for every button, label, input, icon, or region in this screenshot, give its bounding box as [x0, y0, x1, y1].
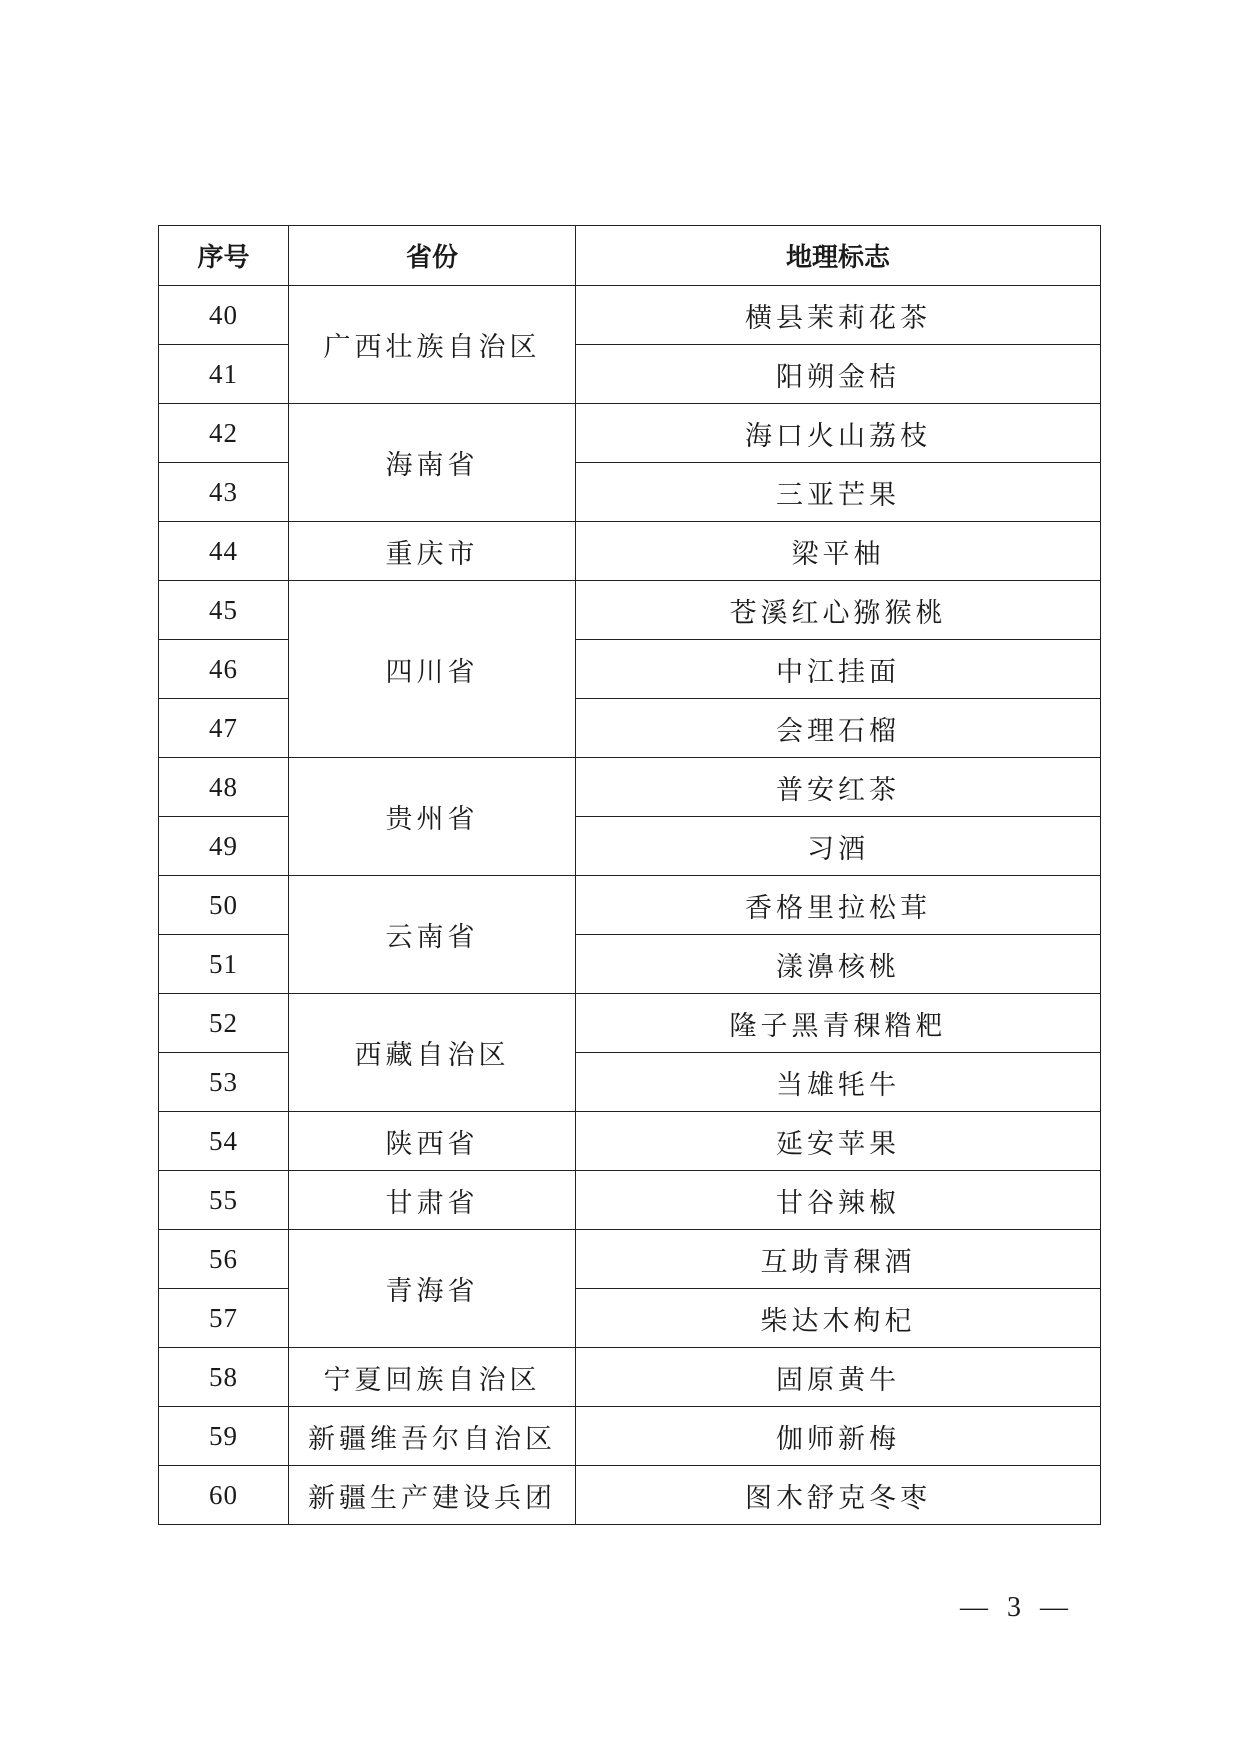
geographic-indication-cell: 香格里拉松茸 [576, 876, 1101, 935]
geographic-indication-cell: 延安苹果 [576, 1112, 1101, 1171]
table-row [159, 404, 1101, 463]
province-cell: 西藏自治区 [289, 994, 576, 1112]
geographic-indication-cell: 横县茉莉花茶 [576, 286, 1101, 345]
serial-number-cell: 58 [159, 1348, 289, 1407]
table-row [159, 1230, 1101, 1289]
serial-number-cell: 41 [159, 345, 289, 404]
serial-number-cell: 56 [159, 1230, 289, 1289]
serial-number-cell: 47 [159, 699, 289, 758]
geographic-indication-cell: 海口火山荔枝 [576, 404, 1101, 463]
table-row [159, 1112, 1101, 1171]
province-cell: 新疆生产建设兵团 [289, 1466, 576, 1525]
serial-number-cell: 44 [159, 522, 289, 581]
serial-number-cell: 59 [159, 1407, 289, 1466]
table-row [159, 1348, 1101, 1407]
province-cell: 新疆维吾尔自治区 [289, 1407, 576, 1466]
serial-number-cell: 50 [159, 876, 289, 935]
serial-number-cell: 45 [159, 581, 289, 640]
geographic-indication-cell: 柴达木枸杞 [576, 1289, 1101, 1348]
serial-number-cell: 48 [159, 758, 289, 817]
table-row [159, 1466, 1101, 1525]
table-row [159, 1407, 1101, 1466]
geographic-indication-cell: 普安红茶 [576, 758, 1101, 817]
table-row [159, 876, 1101, 935]
header-geographic-indication: 地理标志 [576, 226, 1101, 286]
serial-number-cell: 51 [159, 935, 289, 994]
serial-number-cell: 55 [159, 1171, 289, 1230]
serial-number-cell: 49 [159, 817, 289, 876]
geographic-indication-cell: 漾濞核桃 [576, 935, 1101, 994]
province-cell: 陕西省 [289, 1112, 576, 1171]
geographic-indication-cell: 伽师新梅 [576, 1407, 1101, 1466]
province-cell: 海南省 [289, 404, 576, 522]
table-row [159, 286, 1101, 345]
geographic-indication-table [158, 225, 1101, 1525]
serial-number-cell: 43 [159, 463, 289, 522]
table-row [159, 1171, 1101, 1230]
serial-number-cell: 60 [159, 1466, 289, 1525]
geographic-indication-cell: 中江挂面 [576, 640, 1101, 699]
table-row [159, 581, 1101, 640]
serial-number-cell: 53 [159, 1053, 289, 1112]
serial-number-cell: 57 [159, 1289, 289, 1348]
table-row [159, 994, 1101, 1053]
geographic-indication-cell: 隆子黑青稞糌粑 [576, 994, 1101, 1053]
province-cell: 云南省 [289, 876, 576, 994]
table-header-row [159, 226, 1101, 286]
province-cell: 青海省 [289, 1230, 576, 1348]
header-province: 省份 [289, 226, 576, 286]
table-row [159, 758, 1101, 817]
province-cell: 广西壮族自治区 [289, 286, 576, 404]
serial-number-cell: 46 [159, 640, 289, 699]
geographic-indication-cell: 当雄牦牛 [576, 1053, 1101, 1112]
province-cell: 甘肃省 [289, 1171, 576, 1230]
geographic-indication-cell: 三亚芒果 [576, 463, 1101, 522]
table-row [159, 522, 1101, 581]
province-cell: 重庆市 [289, 522, 576, 581]
geographic-indication-cell: 阳朔金桔 [576, 345, 1101, 404]
geographic-indication-cell: 固原黄牛 [576, 1348, 1101, 1407]
geographic-indication-cell: 习酒 [576, 817, 1101, 876]
serial-number-cell: 52 [159, 994, 289, 1053]
geographic-indication-cell: 互助青稞酒 [576, 1230, 1101, 1289]
header-serial-number: 序号 [159, 226, 289, 286]
serial-number-cell: 54 [159, 1112, 289, 1171]
serial-number-cell: 42 [159, 404, 289, 463]
province-cell: 贵州省 [289, 758, 576, 876]
geographic-indication-cell: 图木舒克冬枣 [576, 1466, 1101, 1525]
serial-number-cell: 40 [159, 286, 289, 345]
geographic-indication-cell: 会理石榴 [576, 699, 1101, 758]
province-cell: 宁夏回族自治区 [289, 1348, 576, 1407]
geographic-indication-cell: 梁平柚 [576, 522, 1101, 581]
geographic-indication-cell: 甘谷辣椒 [576, 1171, 1101, 1230]
geographic-indication-cell: 苍溪红心猕猴桃 [576, 581, 1101, 640]
table-body [159, 286, 1101, 1525]
province-cell: 四川省 [289, 581, 576, 758]
page-number: — 3 — [960, 1592, 1074, 1623]
